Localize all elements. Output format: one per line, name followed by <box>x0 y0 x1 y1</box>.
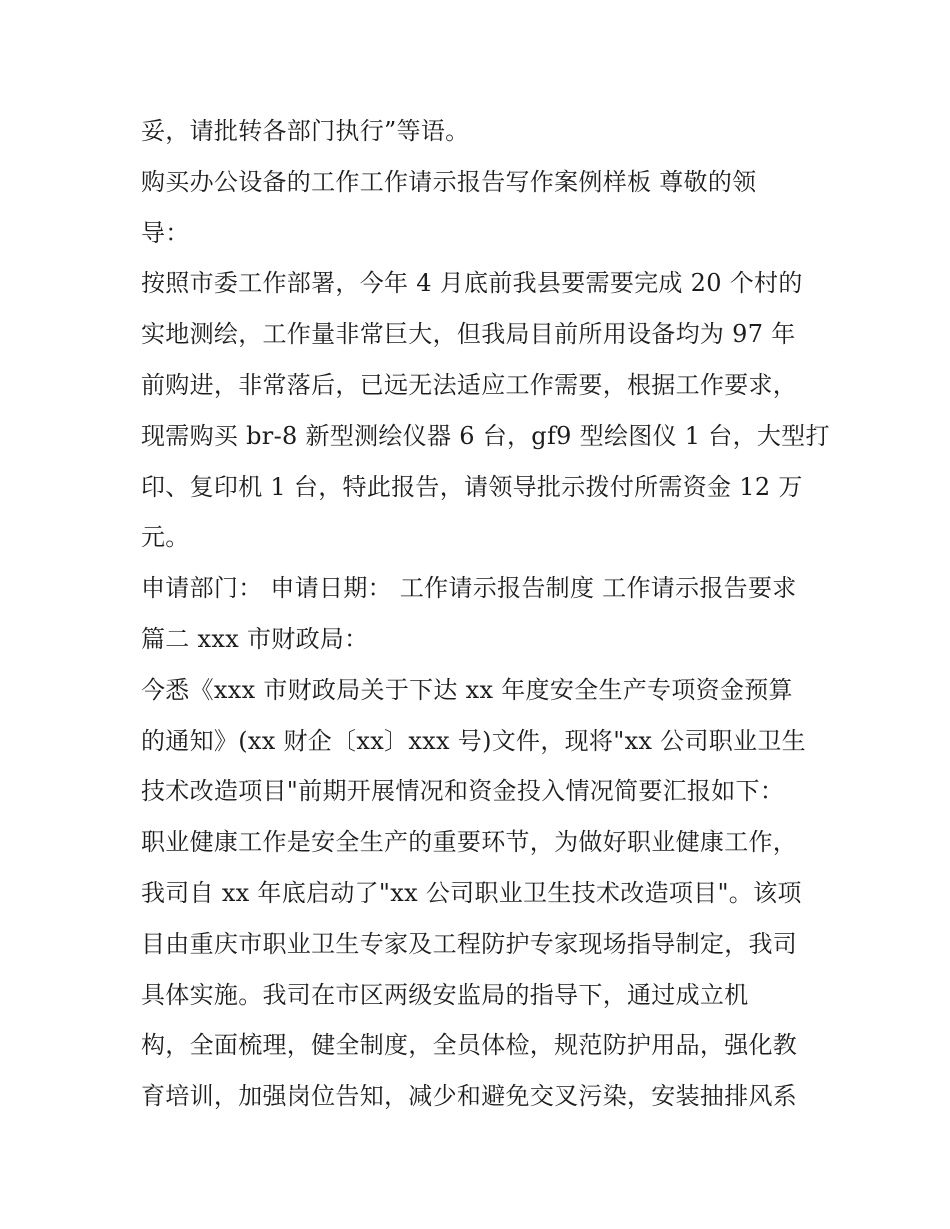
text-line: 我司自 xx 年底启动了"xx 公司职业卫生技术改造项目"。该项 <box>141 878 802 907</box>
document-body <box>141 106 830 1122</box>
text-line: 具体实施。我司在市区两级安监局的指导下，通过成立机 <box>141 980 749 1009</box>
text-line: 构，全面梳理，健全制度，全员体检，规范防护用品，强化教 <box>141 1031 798 1060</box>
text-line: 目由重庆市职业卫生专家及工程防护专家现场指导制定，我司 <box>141 929 798 958</box>
text-line: 印、复印机 1 台，特此报告，请领导批示拨付所需资金 12 万 <box>141 472 803 501</box>
text-line: 实地测绘，工作量非常巨大，但我局目前所用设备均为 97 年 <box>141 320 796 349</box>
text-line: 职业健康工作是安全生产的重要环节，为做好职业健康工作， <box>141 828 798 857</box>
text-line: 技术改造项目"前期开展情况和资金投入情况简要汇报如下： <box>141 777 785 806</box>
text-line: 今悉《xxx 市财政局关于下达 xx 年度安全生产专项资金预算 <box>141 675 793 704</box>
text-line: 妥，请批转各部门执行”等语。 <box>141 117 470 145</box>
text-line: 篇二 xxx 市财政局： <box>141 624 369 653</box>
text-line: 导： <box>141 218 190 247</box>
text-line: 的通知》(xx 财企〔xx〕xxx 号)文件，现将"xx 公司职业卫生 <box>141 726 806 755</box>
text-line: 现需购买 br-8 新型测绘仪器 6 台，gf9 型绘图仪 1 台，大型打 <box>141 421 830 450</box>
text-line: 前购进，非常落后，已远无法适应工作需要，根据工作要求， <box>141 370 798 399</box>
text-line: 元。 <box>141 523 190 552</box>
text-line: 按照市委工作部署，今年 4 月底前我县要需要完成 20 个村的 <box>141 269 803 298</box>
text-line: 购买办公设备的工作工作请示报告写作案例样板 尊敬的领 <box>141 167 757 196</box>
text-line: 申请部门： 申请日期： 工作请示报告制度 工作请示报告要求 <box>141 574 797 603</box>
text-line: 育培训，加强岗位告知，减少和避免交叉污染，安装抽排风系 <box>141 1082 798 1111</box>
